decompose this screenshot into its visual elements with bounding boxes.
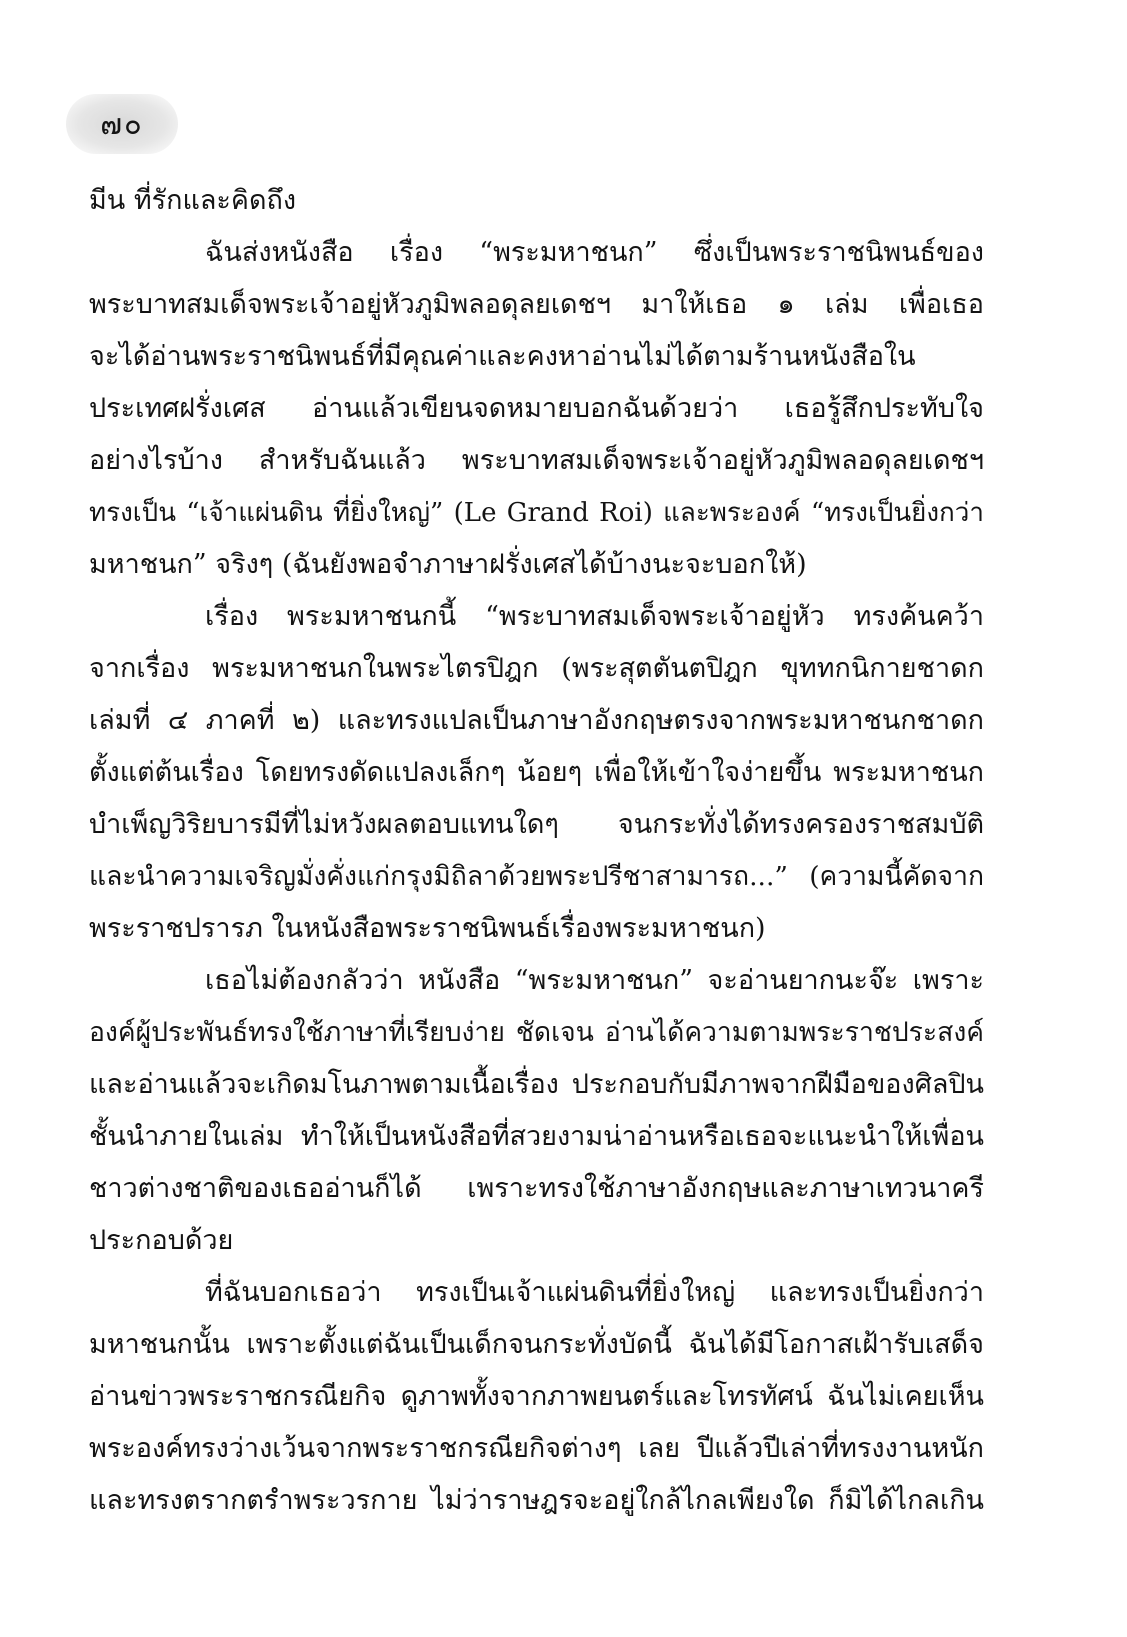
text-line: อ่านข่าวพระราชกรณียกิจ ดูภาพทั้งจากภาพยนตร์และโทรทัศน์ ฉันไม่เคยเห็น [89,1381,984,1412]
text-line: เรื่อง พระมหาชนกนี้ “พระบาทสมเด็จพระเจ้าอยู่หัว ทรงค้นคว้า [205,601,984,632]
text-line: บำเพ็ญวิริยบารมีที่ไม่หวังผลตอบแทนใดๆ จนกระทั่งได้ทรงครองราชสมบัติ [89,809,984,840]
salutation-line: มีน ที่รักและคิดถึง [89,185,297,216]
page-number: ๗๐ [100,107,144,141]
text-line: มหาชนกนั้น เพราะตั้งแต่ฉันเป็นเด็กจนกระทั่งบัดนี้ ฉันได้มีโอกาสเฝ้ารับเสด็จ [89,1329,984,1360]
text-line: ที่ฉันบอกเธอว่า ทรงเป็นเจ้าแผ่นดินที่ยิ่งใหญ่ และทรงเป็นยิ่งกว่า [205,1277,984,1308]
text-line: และทรงตรากตรำพระวรกาย ไม่ว่าราษฎรจะอยู่ใกล้ไกลเพียงใด ก็มิได้ไกลเกิน [89,1485,984,1516]
text-line: ตั้งแต่ต้นเรื่อง โดยทรงดัดแปลงเล็กๆ น้อยๆ เพื่อให้เข้าใจง่ายขึ้น พระมหาชนก [89,757,984,788]
text-line: เธอไม่ต้องกลัวว่า หนังสือ “พระมหาชนก” จะอ่านยากนะจ๊ะ เพราะ [205,965,984,996]
text-line: อย่างไรบ้าง สำหรับฉันแล้ว พระบาทสมเด็จพระเจ้าอยู่หัวภูมิพลอดุลยเดชฯ [89,445,984,476]
text-line: พระบาทสมเด็จพระเจ้าอยู่หัวภูมิพลอดุลยเดชฯ มาให้เธอ ๑ เล่ม เพื่อเธอ [89,289,984,320]
text-line: และอ่านแล้วจะเกิดมโนภาพตามเนื้อเรื่อง ประกอบกับมีภาพจากฝีมือของศิลปิน [89,1069,984,1100]
letter-body [89,175,984,1527]
page-number-badge [66,94,178,154]
text-line: ฉันส่งหนังสือ เรื่อง “พระมหาชนก” ซึ่งเป็นพระราชนิพนธ์ของ [205,237,984,268]
text-line: องค์ผู้ประพันธ์ทรงใช้ภาษาที่เรียบง่าย ชัดเจน อ่านได้ความตามพระราชประสงค์ [89,1017,984,1048]
text-line: และนำความเจริญมั่งคั่งแก่กรุงมิถิลาด้วยพระปรีชาสามารถ...” (ความนี้คัดจาก [89,861,984,892]
text-line: ชาวต่างชาติของเธออ่านก็ได้ เพราะทรงใช้ภาษาอังกฤษและภาษาเทวนาครี [89,1173,984,1204]
text-line: ประเทศฝรั่งเศส อ่านแล้วเขียนจดหมายบอกฉันด้วยว่า เธอรู้สึกประทับใจ [89,393,984,424]
text-line: พระองค์ทรงว่างเว้นจากพระราชกรณียกิจต่างๆ เลย ปีแล้วปีเล่าที่ทรงงานหนัก [89,1433,984,1464]
text-line: จากเรื่อง พระมหาชนกในพระไตรปิฎก (พระสุตตันตปิฎก ขุททกนิกายชาดก [89,653,984,684]
text-line: ชั้นนำภายในเล่ม ทำให้เป็นหนังสือที่สวยงามน่าอ่านหรือเธอจะแนะนำให้เพื่อน [89,1121,984,1152]
text-line: มหาชนก” จริงๆ (ฉันยังพอจำภาษาฝรั่งเศสได้บ้างนะจะบอกให้) [89,549,807,580]
text-line: จะได้อ่านพระราชนิพนธ์ที่มีคุณค่าและคงหาอ่านไม่ได้ตามร้านหนังสือใน [89,341,916,372]
text-line: ทรงเป็น “เจ้าแผ่นดิน ที่ยิ่งใหญ่” (Le Grand Roi) และพระองค์ “ทรงเป็นยิ่งกว่า [89,498,984,528]
text-line: ประกอบด้วย [89,1225,234,1256]
text-line: เล่มที่ ๔ ภาคที่ ๒) และทรงแปลเป็นภาษาอังกฤษตรงจากพระมหาชนกชาดก [89,705,984,736]
text-line: พระราชปรารภ ในหนังสือพระราชนิพนธ์เรื่องพระมหาชนก) [89,913,766,944]
